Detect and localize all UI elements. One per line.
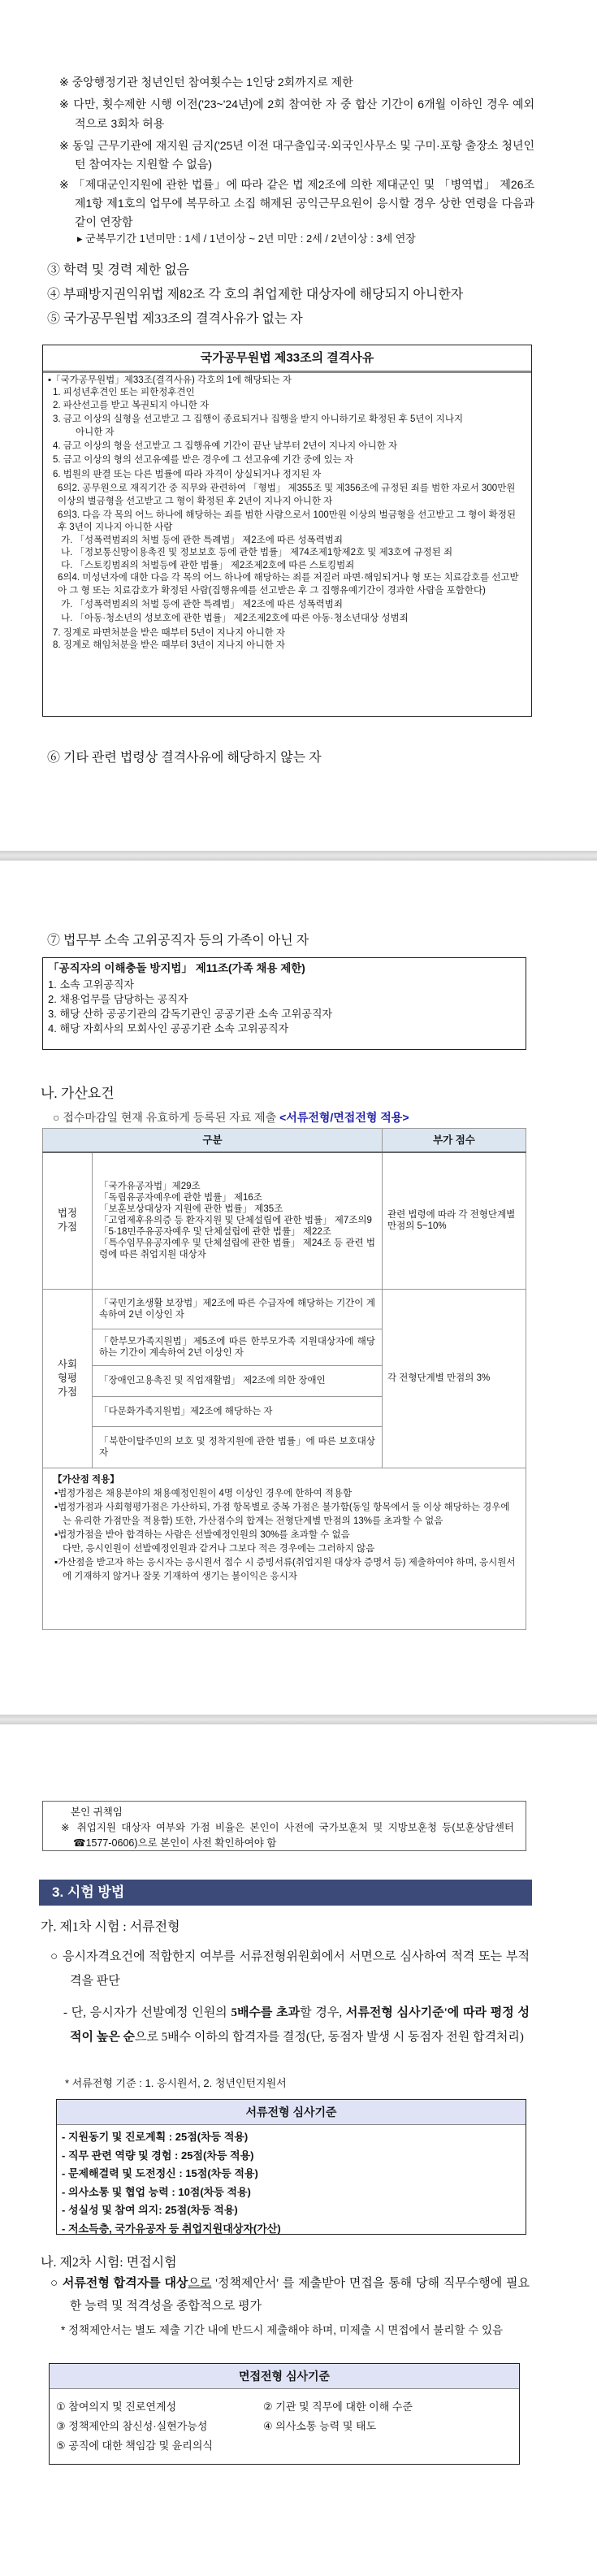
list-item: 1. 소속 고위공직자 — [48, 978, 134, 991]
list-item: 3. 금고 이상의 실형을 선고받고 그 집행이 종료되거나 집행을 받지 아니하기로 확정된 후 5년이 지나지 — [53, 414, 464, 425]
note-reapply-ban: ※ 동일 근무기관에 재지원 금지('25년 이전 대구출입국·외국인사무소 및 구미·포항 출장소 청년인턴 참여자는 지원할 수 없음) — [59, 139, 534, 171]
section-title-bar: 3. 시험 방법 — [39, 1880, 532, 1906]
bonus-notes — [43, 1468, 526, 1629]
legal-laws — [93, 1152, 383, 1289]
list-item: 2. 채용업무를 담당하는 공직자 — [48, 993, 188, 1005]
criteria-item: - 의사소통 및 협업 능력 : 10점(차등 적용) — [62, 2185, 251, 2198]
social-law: 「북한이탈주민의 보호 및 정착지원에 관한 법률」에 따른 보호대상자 — [93, 1426, 383, 1468]
second-exam-heading: 나. 제2차 시험: 면접시험 — [41, 2256, 177, 2270]
criteria-item: - 직무 관련 역량 및 경험 : 25점(차등 적용) — [62, 2149, 254, 2162]
criteria-item: - 문제해결력 및 도전정신 : 15점(차등 적용) — [62, 2167, 258, 2179]
note-veteran-age: ※ 「제대군인지원에 관한 법률」에 따라 같은 법 제2조에 의한 제대군인 및 「병역법」 제26조 제1항 제1호의 업무에 복무하고 소집 해제된 공익근무요원이 응시할 경우 상한 연령을 다음과 같이 연장함 — [59, 178, 534, 228]
list-item: 2. 파산선고를 받고 복권되지 아니한 자 — [53, 400, 210, 410]
criteria-item: ④ 의사소통 능력 및 태도 — [263, 2420, 377, 2432]
interview-criteria-title: 면접전형 심사기준 — [50, 2364, 519, 2389]
requirement-4: ④ 부패방지권익위법 제82조 각 호의 취업제한 대상자에 해당되지 아니한자 — [47, 288, 464, 301]
criteria-item: ② 기관 및 직무에 대한 이해 수준 — [263, 2400, 413, 2413]
social-law: 「한부모가족지원법」제5조에 따른 한부모가족 지원대상자에 해당하는 기간이 계속하여 2년 이상인 자 — [93, 1329, 383, 1365]
legal-score: 관련 법령에 따라 각 전형단계별 만점의 5~10% — [383, 1152, 526, 1289]
requirement-3: ③ 학력 및 경력 제한 없음 — [47, 263, 190, 277]
note-item: 다만, 응시인원이 선발예정인원과 같거나 그보다 적은 경우에는 그러하지 않음 — [63, 1543, 375, 1554]
requirement-6: ⑥ 기타 관련 법령상 결격사유에 해당하지 않는 자 — [47, 751, 322, 765]
bonus-intro-highlight: <서류전형/면접전형 적용> — [279, 1111, 409, 1124]
note-item: ▪법정가점은 채용분야의 채용예정인원이 4명 이상인 경우에 한하여 적용함 — [54, 1488, 353, 1498]
header-score: 부가 점수 — [383, 1129, 526, 1153]
header-category: 구분 — [43, 1129, 383, 1153]
list-item: 가. 「성폭력범죄의 처벌 등에 관한 특례법」 제2조에 따른 성폭력범죄 — [61, 535, 343, 545]
list-item: 나. 「아동·청소년의 성보호에 관한 법률」 제2조제2호에 따른 아동·청소년대상 성범죄 — [61, 614, 409, 624]
first-exam-heading: 가. 제1차 시험 : 서류전형 — [41, 1920, 180, 1934]
social-law: 「장애인고용촉진 및 직업재활법」 제2조에 의한 장애인 — [93, 1365, 383, 1396]
document-criteria-note: * 서류전형 기준 : 1. 응시원서, 2. 청년인턴지원서 — [65, 2077, 287, 2089]
continued-text: 본인 귀책임 — [71, 1806, 123, 1818]
list-item: 4. 해당 자회사의 모회사인 공공기관 소속 고위공직자 — [48, 1022, 289, 1034]
document-criteria-box — [56, 2099, 526, 2235]
social-category: 사회 형평 가점 — [43, 1289, 93, 1468]
list-item: 7. 징계로 파면처분을 받은 때부터 5년이 지나지 아니한 자 — [53, 627, 285, 638]
disqualification-lead: ▪「국가공무원법」제33조(결격사유) 각호의 1에 해당되는 자 — [48, 375, 292, 385]
first-exam-desc: ○ 응시자격요건에 적합한지 여부를 서류전형위원회에서 서면으로 심사하여 적격 또는 부적격을 판단 — [50, 1950, 530, 1988]
list-item: 3. 해당 산하 공공기관의 감독기관인 공공기관 소속 고위공직자 — [48, 1008, 333, 1020]
first-exam-rule: - 단, 응시자가 선발예정 인원의 5배수를 초과할 경우, 서류전형 심사기준'에 따라 평정 성적이 높은 순으로 5배수 이하의 합격자를 결정(단, 동점자 발생 시 동점자 전원 합격처리) — [63, 2006, 530, 2044]
second-exam-desc: ○ 서류전형 합격자를 대상으로 '정책제안서' 를 제출받아 면접을 통해 당해 직무수행에 필요한 능력 및 적격성을 종합적으로 평가 — [50, 2277, 530, 2313]
list-item: 나. 「정보통신망이용촉진 및 정보보호 등에 관한 법률」 제74조제1항제2호 및 제3호에 규정된 죄 — [61, 548, 453, 558]
note-item: ▪법정가점과 사회형평가점은 가산하되, 가점 항목별로 중복 가점은 불가함(동일 항목에서 둘 이상 해당하는 경우에는 유리한 가점만을 적용함) 또한, 가산점수의 합계는 전형단계별 만점의 13%를 초과할 수 없음 — [54, 1502, 510, 1526]
note-intern-limit: ※ 중앙행정기관 청년인턴 참여횟수는 1인당 2회까지로 제한 — [59, 76, 353, 89]
law-item: 「특수임무유공자예우 및 단체설립에 관한 법률」 제24조 등 관련 법령에 따른 취업지원 대상자 — [99, 1238, 375, 1260]
bonus-intro: ○ 접수마감일 현재 유효하게 등록된 자료 제출 <서류전형/면접전형 적용> — [53, 1111, 409, 1124]
requirement-7: ⑦ 법무부 소속 고위공직자 등의 가족이 아닌 자 — [47, 934, 309, 948]
list-item: 6의4. 미성년자에 대한 다음 각 목의 어느 하나에 해당하는 죄를 저질러 파면·해임되거나 형 또는 치료감호를 선고받아 그 형 또는 치료감호가 확정된 사람(집행유예를 선고받은 후 그 집행유예기간이 경과한 사람을 포함한다) — [58, 573, 519, 596]
page-separator — [0, 1715, 597, 1724]
policy-proposal-note: * 정책제안서는 별도 제출 기간 내에 반드시 제출해야 하며, 미제출 시 면접에서 불리할 수 있음 — [61, 2324, 504, 2336]
requirement-5: ⑤ 국가공무원법 제33조의 결격사유가 없는 자 — [47, 312, 303, 326]
criteria-item: ③ 정책제안의 참신성·실현가능성 — [56, 2420, 208, 2432]
bonus-table — [42, 1128, 526, 1630]
list-item: 아니한 자 — [76, 427, 115, 437]
interview-criteria-box — [49, 2363, 520, 2465]
law-item: 「고엽제후유의증 등 환자지원 및 단체설립에 관한 법률」 제7조의9 — [99, 1216, 372, 1226]
bonus-heading: 나. 가산요건 — [41, 1086, 115, 1101]
list-item: 6의3. 다음 각 목의 어느 하나에 해당하는 죄를 범한 사람으로서 100만원 이상의 벌금형을 선고받고 그 형이 확정된 후 3년이 지나지 아니한 사람 — [58, 510, 516, 533]
disqualification-box — [42, 345, 532, 717]
criteria-item: ⑤ 공직에 대한 책임감 및 윤리의식 — [56, 2439, 213, 2452]
conflict-title: 「공직자의 이해충돌 방지법」 제11조(가족 채용 제한) — [48, 962, 305, 974]
document-criteria-title: 서류전형 심사기준 — [57, 2100, 526, 2125]
law-item: 「국가유공자법」제29조 — [99, 1182, 201, 1192]
list-item: 다. 「스토킹범죄의 처벌등에 관한 법률」 제2조제2호에 따른 스토킹범죄 — [61, 560, 355, 570]
criteria-item: - 지원동기 및 진로계획 : 25점(차등 적용) — [62, 2131, 249, 2143]
criteria-item: ① 참여의지 및 진로연계성 — [56, 2400, 177, 2413]
social-score: 각 전형단계별 만점의 3% — [383, 1289, 526, 1468]
bonus-notes-continued — [42, 1801, 526, 1851]
list-item: 4. 금고 이상의 형을 선고받고 그 집행유예 기간이 끝난 날부터 2년이 지나지 아니한 자 — [53, 441, 398, 452]
conflict-box — [42, 957, 526, 1050]
law-item: 「독립유공자예우에 관한 법률」 제16조 — [99, 1193, 262, 1203]
bonus-table-wrapper — [42, 1128, 526, 1630]
criteria-item: - 성실성 및 참여 의지: 25점(차등 적용) — [62, 2204, 238, 2216]
list-item: 5. 금고 이상의 형의 선고유예를 받은 경우에 그 선고유예 기간 중에 있는 자 — [53, 455, 354, 466]
verification-note: ※ 취업지원 대상자 여부와 가점 비율은 본인이 사전에 국가보훈처 및 지방보훈청 등(보훈상담센터 ☎1577-0606)으로 본인이 사전 확인하여야 함 — [61, 1822, 514, 1849]
disqualification-title: 국가공무원법 제33조의 결격사유 — [43, 345, 531, 373]
bonus-notes-title: 【가산점 적용】 — [53, 1474, 119, 1485]
social-law: 「국민기초생활 보장법」제2조에 따른 수급자에 해당하는 기간이 계속하여 2년 이상인 자 — [93, 1289, 383, 1329]
list-item: 6의2. 공무원으로 재직기간 중 직무와 관련하여 「형법」 제355조 및 제356조에 규정된 죄를 범한 자로서 300만원 이상의 벌금형을 선고받고 그 형이 확정된 후 2년이 지나지 아니한 자 — [58, 484, 516, 506]
legal-category: 법정 가점 — [43, 1152, 93, 1289]
list-item: 6. 법원의 판결 또는 다른 법률에 따라 자격이 상실되거나 정지된 자 — [53, 469, 322, 479]
social-law: 「다문화가족지원법」제2조에 해당하는 자 — [93, 1396, 383, 1426]
law-item: 「보훈보상대상자 지원에 관한 법률」 제35조 — [99, 1204, 283, 1215]
note-exception: ※ 다만, 횟수제한 시행 이전('23~'24년)에 2회 참여한 자 중 합산 기간이 6개월 이하인 경우 예외적으로 3회차 허용 — [59, 98, 534, 130]
law-item: 「5·18민주유공자예우 및 단체설립에 관한 법률」 제22조 — [99, 1227, 331, 1238]
note-item: ▪법정가점을 받아 합격하는 사람은 선발예정인원의 30%를 초과할 수 없음 — [54, 1529, 350, 1540]
criteria-item: - 저소득층, 국가유공자 등 취업지원대상자(가산) — [62, 2222, 281, 2235]
list-item: 가. 「성폭력범죄의 처벌 등에 관한 특례법」 제2조에 따른 성폭력범죄 — [61, 599, 343, 609]
page-separator — [0, 851, 597, 861]
note-item: ▪가산점을 받고자 하는 응시자는 응시원서 접수 시 증빙서류(취업지원 대상자 증명서 등) 제출하여야 하며, 응시원서에 기재하지 않거나 잘못 기재하여 생기는 불이익은 응시자 — [54, 1557, 516, 1581]
list-item: 1. 피성년후견인 또는 피한정후견인 — [53, 388, 195, 398]
veteran-age-bullet: ▸ 군복무기간 1년미만 : 1세 / 1년이상 ~ 2년 미만 : 2세 / 2년이상 : 3세 연장 — [77, 232, 416, 245]
list-item: 8. 징계로 해임처분을 받은 때부터 3년이 지나지 아니한 자 — [53, 640, 285, 651]
